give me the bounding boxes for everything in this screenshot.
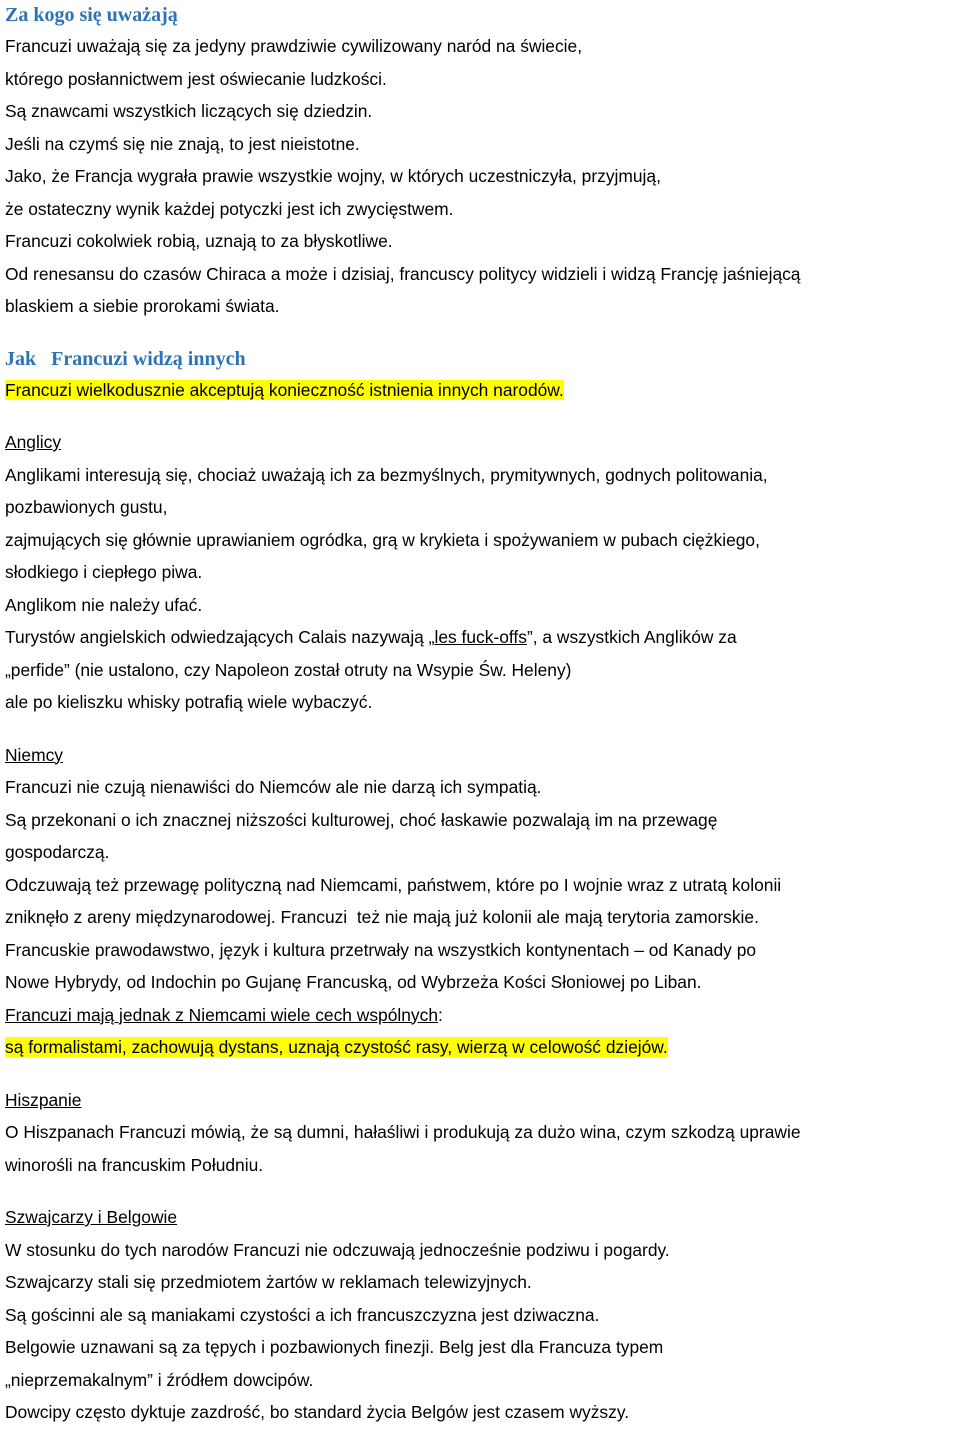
paragraph-line: Od renesansu do czasów Chiraca a może i dzisiaj, francuscy politycy widzieli i widzą Francję jaśniejącą bbox=[5, 263, 801, 284]
tourists-text-post: ”, a wszystkich Anglików za bbox=[526, 627, 737, 647]
paragraph-line: Francuzi nie czują nienawiści do Niemców ale nie darzą ich sympatią. bbox=[5, 777, 542, 797]
paragraph-line: Francuzi uważają się za jedyny prawdziwie cywilizowany naród na świecie, bbox=[5, 36, 583, 56]
paragraph-line: Anglikami interesują się, chociaż uważają ich za bezmyślnych, prymitywnych, godnych politowania, bbox=[5, 464, 768, 485]
highlight-formalistami: są formalistami, zachowują dystans, uznają czystość rasy, wierzą w celowość dziejów. bbox=[5, 1037, 668, 1057]
tourists-text-pre: Turystów angielskich odwiedzających Calais nazywają „ bbox=[5, 627, 435, 647]
paragraph-line: Szwajcarzy stali się przedmiotem żartów w reklamach telewizyjnych. bbox=[5, 1272, 532, 1292]
subheading-szwajcarzy bbox=[5, 1201, 957, 1234]
subheading-hiszpanie bbox=[5, 1084, 957, 1117]
paragraph-line: słodkiego i ciepłego piwa. bbox=[5, 562, 203, 582]
paragraph-line: pozbawionych gustu, bbox=[5, 497, 168, 517]
common-traits-colon: : bbox=[438, 1004, 443, 1025]
subheading-niemcy bbox=[5, 739, 957, 772]
highlighted-line bbox=[5, 1031, 957, 1064]
subheading-anglicy-label: Anglicy bbox=[5, 432, 62, 452]
paragraph-line: O Hiszpanach Francuzi mówią, że są dumni, hałaśliwi i produkują za dużo wina, czym szkodzą uprawie bbox=[5, 1122, 801, 1142]
paragraph-line: zajmujących się głównie uprawianiem ogródka, grą w krykieta i spożywaniem w pubach ciężkiego, bbox=[5, 529, 760, 550]
highlight-akceptuja: Francuzi wielkodusznie akceptują konieczność istnienia innych narodów. bbox=[5, 379, 564, 400]
paragraph-line: winorośli na francuskim Południu. bbox=[5, 1154, 264, 1175]
subheading-szwajcarzy-label: Szwajcarzy i Belgowie bbox=[5, 1207, 178, 1227]
paragraph-line: blaskiem a siebie prorokami świata. bbox=[5, 296, 280, 316]
subheading-niemcy-label: Niemcy bbox=[5, 744, 63, 765]
paragraph-line: Anglikom nie należy ufać. bbox=[5, 594, 203, 615]
paragraph-line: Francuzi cokolwiek robią, uznają to za błyskotliwe. bbox=[5, 231, 393, 251]
paragraph-line: Są przekonani o ich znacznej niższości kulturowej, choć łaskawie pozwalają im na przewagę bbox=[5, 809, 718, 830]
paragraph-line: Francuskie prawodawstwo, język i kultura przetrwały na wszystkich kontynentach – od Kanady po bbox=[5, 939, 757, 960]
les-fuck-offs-link[interactable]: les fuck-offs bbox=[434, 627, 527, 647]
paragraph-line: Są gościnni ale są maniakami czystości a ich francuszczyzna jest dziwaczna. bbox=[5, 1304, 600, 1325]
document-page bbox=[5, 0, 957, 1429]
common-traits-underlined: Francuzi mają jednak z Niemcami wiele cech wspólnych bbox=[5, 1004, 438, 1025]
paragraph-line: W stosunku do tych narodów Francuzi nie odczuwają jednocześnie podziwu i pogardy. bbox=[5, 1239, 670, 1260]
paragraph-line: Odczuwają też przewagę polityczną nad Niemcami, państwem, które po I wojnie wraz z utratą kolonii bbox=[5, 874, 782, 895]
paragraph-line: że ostateczny wynik każdej potyczki jest ich zwycięstwem. bbox=[5, 198, 454, 219]
paragraph-line: Nowe Hybrydy, od Indochin po Gujanę Francuską, od Wybrzeża Kości Słoniowej po Liban. bbox=[5, 972, 702, 992]
heading-za-kogo: Za kogo się uważają bbox=[5, 4, 178, 26]
paragraph-line-common bbox=[5, 999, 957, 1032]
paragraph-line: Są znawcami wszystkich liczących się dziedzin. bbox=[5, 101, 373, 121]
highlighted-line bbox=[5, 374, 957, 407]
subheading-hiszpanie-label: Hiszpanie bbox=[5, 1089, 82, 1110]
subheading-anglicy bbox=[5, 426, 957, 459]
heading-jak-widza: Jak Francuzi widzą innych bbox=[5, 347, 246, 370]
paragraph-line-tourists bbox=[5, 621, 957, 654]
paragraph-line: zniknęło z areny międzynarodowej. Francuzi też nie mają już kolonii ale mają terytoria zamorskie. bbox=[5, 907, 759, 927]
paragraph-line: Jako, że Francja wygrała prawie wszystkie wojny, w których uczestniczyła, przyjmują, bbox=[5, 166, 661, 186]
paragraph-line: Jeśli na czymś się nie znają, to jest nieistotne. bbox=[5, 133, 360, 154]
paragraph-line: gospodarczą. bbox=[5, 842, 110, 862]
section1-body bbox=[5, 30, 957, 323]
paragraph-line: ale po kieliszku whisky potrafią wiele wybaczyć. bbox=[5, 692, 373, 712]
paragraph-line: Belgowie uznawani są za tępych i pozbawionych finezji. Belg jest dla Francuza typem bbox=[5, 1337, 664, 1357]
paragraph-line: którego posłannictwem jest oświecanie ludzkości. bbox=[5, 68, 387, 89]
paragraph-line: „nieprzemakalnym” i źródłem dowcipów. bbox=[5, 1369, 314, 1390]
paragraph-line: Dowcipy często dyktuje zazdrość, bo standard życia Belgów jest czasem wyższy. bbox=[5, 1402, 630, 1422]
paragraph-line: „perfide” (nie ustalono, czy Napoleon został otruty na Wsypie Św. Heleny) bbox=[5, 659, 572, 680]
